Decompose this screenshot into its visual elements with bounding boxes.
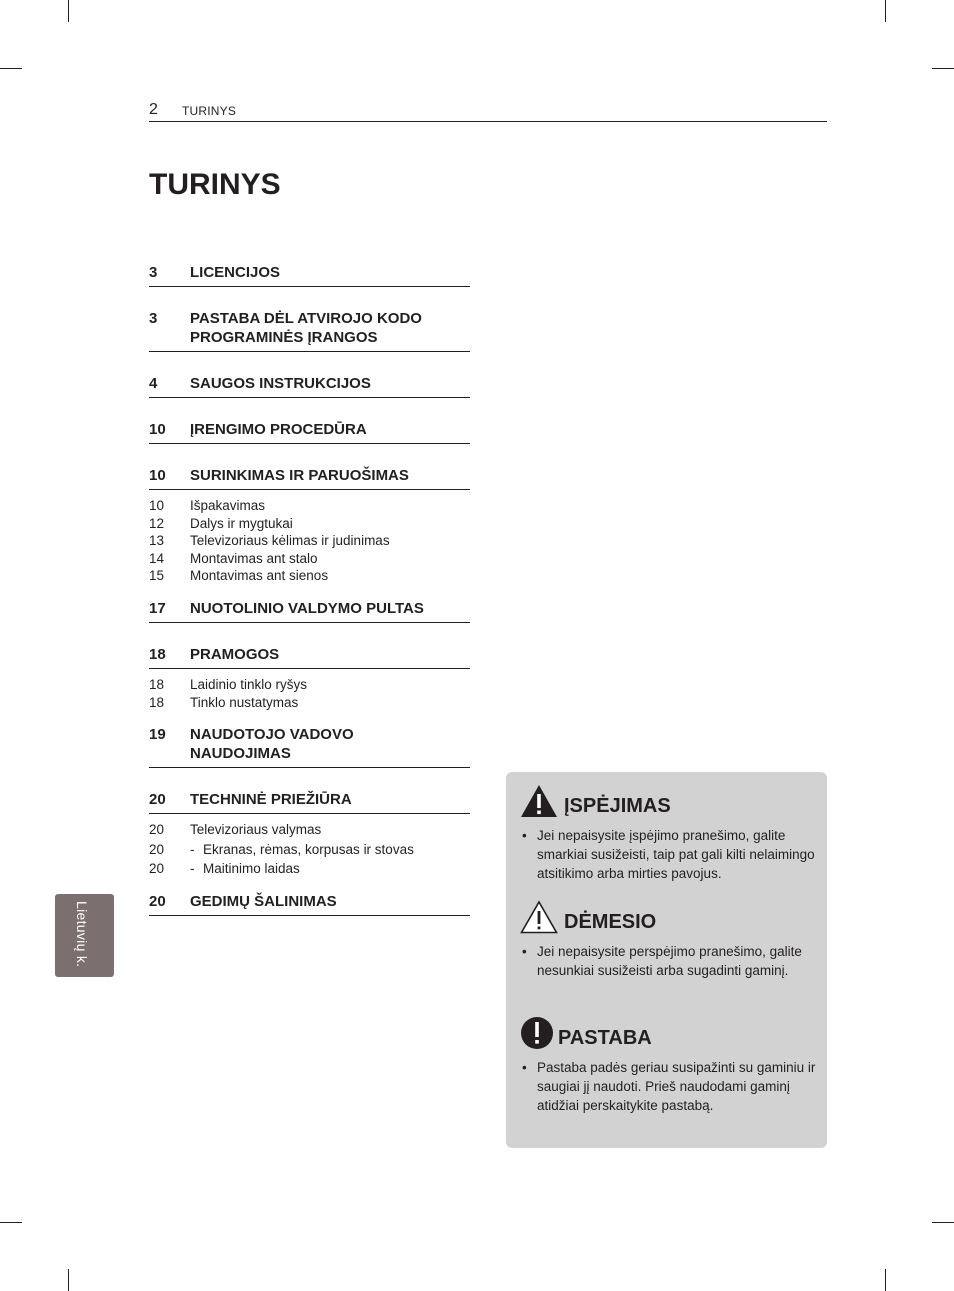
toc-page: 3 bbox=[149, 264, 158, 281]
toc-entry[interactable] bbox=[149, 420, 470, 444]
warning-text: Jei nepaisysite įspėjimo pranešimo, galite smarkiai susižeisti, taip pat gali kilti nelaimingo atsitikimo arba mirties pavojus. bbox=[537, 828, 815, 881]
crop-mark bbox=[0, 68, 22, 69]
toc-sub-title: Laidinio tinklo ryšys bbox=[190, 677, 308, 692]
toc-entry[interactable] bbox=[149, 790, 470, 878]
caution-notice bbox=[520, 900, 820, 980]
note-icon bbox=[520, 1016, 558, 1050]
toc-sub-page: 18 bbox=[149, 677, 165, 692]
toc-sub-page: 12 bbox=[149, 515, 165, 531]
toc-page: 18 bbox=[149, 646, 166, 663]
toc-title: LICENCIJOS bbox=[190, 264, 281, 281]
toc-entry[interactable] bbox=[149, 892, 470, 916]
toc-sub-page: 15 bbox=[149, 568, 165, 583]
toc-entry[interactable] bbox=[149, 374, 470, 398]
toc-sub-dash: - bbox=[190, 841, 195, 857]
toc-page: 10 bbox=[149, 467, 166, 484]
running-header bbox=[149, 100, 827, 122]
toc-sub-title: Tinklo nustatymas bbox=[190, 694, 299, 710]
toc-sub-page: 13 bbox=[149, 533, 165, 548]
crop-mark bbox=[0, 1222, 22, 1223]
toc-sub-page: 20 bbox=[149, 822, 165, 837]
page-number: 2 bbox=[149, 101, 158, 118]
crop-mark bbox=[932, 68, 954, 69]
caution-title: DĖMESIO bbox=[564, 911, 657, 933]
warning-title: ĮSPĖJIMAS bbox=[564, 795, 671, 817]
running-header-title: TURINYS bbox=[182, 104, 237, 118]
toc-title: ĮRENGIMO PROCEDŪRA bbox=[190, 421, 367, 438]
toc-sub-title: Dalys ir mygtukai bbox=[190, 515, 293, 531]
toc-subentry[interactable] bbox=[149, 515, 470, 533]
note-text: Pastaba padės geriau susipažinti su gaminiu ir saugiai jį naudoti. Prieš naudodami gaminį atidžiai perskaitykite pastabą. bbox=[537, 1060, 816, 1113]
toc-page: 20 bbox=[149, 791, 166, 808]
language-tab-label: Lietuvių k. bbox=[74, 901, 90, 968]
toc-sub-title: Montavimas ant stalo bbox=[190, 550, 318, 566]
toc-page: 4 bbox=[149, 375, 158, 392]
toc-sub-title: Išpakavimas bbox=[190, 498, 266, 513]
toc-sub-title: Ekranas, rėmas, korpusas ir stovas bbox=[203, 841, 414, 857]
toc-page: 19 bbox=[149, 726, 166, 743]
toc-subentry[interactable] bbox=[149, 497, 470, 515]
toc-sub-page: 10 bbox=[149, 498, 165, 513]
toc-subentry[interactable] bbox=[149, 550, 470, 568]
toc-entry[interactable] bbox=[149, 263, 470, 287]
toc-title: SAUGOS INSTRUKCIJOS bbox=[190, 375, 371, 392]
warning-icon bbox=[520, 784, 558, 818]
toc-entry[interactable] bbox=[149, 466, 470, 585]
bullet: • bbox=[522, 828, 527, 843]
toc-subentry[interactable] bbox=[149, 532, 470, 550]
toc-sub-page: 18 bbox=[149, 694, 165, 710]
toc-title: GEDIMŲ ŠALINIMAS bbox=[190, 893, 337, 910]
toc-title: TECHNINĖ PRIEŽIŪRA bbox=[190, 791, 352, 808]
crop-mark bbox=[885, 1269, 886, 1291]
toc-title: NUOTOLINIO VALDYMO PULTAS bbox=[190, 600, 424, 617]
crop-mark bbox=[68, 0, 69, 22]
toc-page: 10 bbox=[149, 421, 166, 438]
toc-entry[interactable] bbox=[149, 309, 470, 352]
toc-entry[interactable] bbox=[149, 599, 470, 623]
note-notice bbox=[520, 1016, 820, 1115]
toc-subentry[interactable] bbox=[149, 860, 470, 878]
toc-page: 20 bbox=[149, 893, 166, 910]
toc-subentry[interactable] bbox=[149, 676, 470, 694]
toc-sub-page: 20 bbox=[149, 841, 165, 857]
toc-sub-title: Maitinimo laidas bbox=[203, 861, 300, 876]
page-title: TURINYS bbox=[149, 168, 281, 201]
toc-title: NAUDOTOJO VADOVO NAUDOJIMAS bbox=[190, 726, 354, 762]
toc-subentry[interactable] bbox=[149, 821, 470, 839]
caution-text: Jei nepaisysite perspėjimo pranešimo, galite nesunkiai susižeisti arba sugadinti gaminį. bbox=[537, 944, 802, 978]
toc-title: PRAMOGOS bbox=[190, 646, 280, 663]
toc-subentry[interactable] bbox=[149, 567, 470, 585]
toc-sub-page: 20 bbox=[149, 861, 165, 876]
crop-mark bbox=[68, 1269, 69, 1291]
warning-notice bbox=[520, 784, 820, 883]
bullet: • bbox=[522, 1060, 527, 1075]
toc-sub-page: 14 bbox=[149, 550, 165, 566]
toc-page: 17 bbox=[149, 600, 166, 617]
toc-sub-title: Montavimas ant sienos bbox=[190, 568, 329, 583]
toc-entry[interactable] bbox=[149, 645, 470, 711]
safety-notice-box bbox=[506, 772, 827, 1148]
caution-icon bbox=[520, 900, 558, 934]
language-tab bbox=[55, 894, 114, 977]
toc-sub-dash: - bbox=[190, 861, 195, 876]
note-title: PASTABA bbox=[558, 1027, 652, 1049]
toc-sub-title: Televizoriaus kėlimas ir judinimas bbox=[190, 533, 390, 548]
toc-subentry[interactable] bbox=[149, 841, 470, 859]
toc-sub-title: Televizoriaus valymas bbox=[190, 822, 322, 837]
toc-page: 3 bbox=[149, 310, 158, 327]
toc-title: SURINKIMAS IR PARUOŠIMAS bbox=[190, 467, 409, 484]
toc-title: PASTABA DĖL ATVIROJO KODO PROGRAMINĖS ĮRANGOS bbox=[190, 310, 422, 346]
bullet: • bbox=[522, 944, 527, 959]
crop-mark bbox=[885, 0, 886, 22]
toc-subentry[interactable] bbox=[149, 694, 470, 712]
toc-entry[interactable] bbox=[149, 725, 470, 768]
crop-mark bbox=[932, 1222, 954, 1223]
